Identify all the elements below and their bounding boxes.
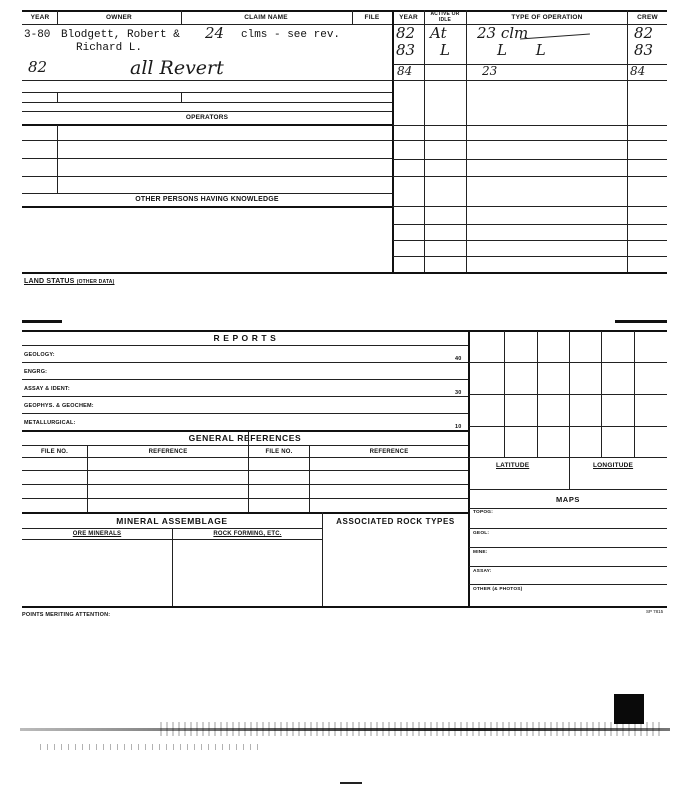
reports-top-border [22, 330, 667, 332]
report-assay-num: 30 [455, 390, 462, 396]
divider [87, 445, 88, 512]
row-line [22, 193, 392, 194]
divider [424, 10, 425, 272]
row-line [22, 445, 468, 446]
row-line [469, 584, 667, 585]
maps-topog: TOPOG: [473, 510, 494, 515]
maps-mine: MINE: [473, 550, 488, 555]
op-row3-crew: 84 [630, 64, 646, 78]
operators-top [22, 111, 392, 112]
row-line [393, 256, 667, 257]
row-line [22, 512, 468, 514]
row-line [469, 566, 667, 567]
ore-minerals-header: ORE MINERALS [72, 531, 122, 537]
handwritten-stroke [520, 34, 590, 40]
divider [627, 10, 628, 272]
rock-forming-header: ROCK FORMING, ETC. [213, 531, 282, 537]
col-header-owner: OWNER [106, 14, 132, 21]
col-header-claim-name: CLAIM NAME [244, 14, 288, 21]
grid-line [469, 457, 667, 458]
reports-heading: R E P O R T S [213, 333, 277, 343]
gr-header-reference-2: REFERENCE [369, 449, 409, 455]
smudge-mark [615, 320, 667, 323]
top-section-bottom [22, 272, 667, 274]
scan-black-block [614, 694, 644, 724]
report-geophys: GEOPHYS. & GEOCHEM: [24, 403, 94, 409]
mineral-assemblage-heading: MINERAL ASSEMBLAGE [116, 516, 228, 526]
row-line [22, 457, 468, 458]
row-line [22, 430, 468, 432]
row-line [22, 102, 392, 103]
owner-row2-name: Richard L. [76, 42, 143, 54]
divider [57, 125, 58, 193]
gr-header-file-no-1: FILE NO. [41, 449, 68, 455]
report-assay: ASSAY & IDENT: [24, 386, 70, 392]
row-line [469, 528, 667, 529]
row-line [469, 508, 667, 509]
row-line [393, 224, 667, 225]
center-divider [392, 10, 394, 272]
col-header-year: YEAR [30, 14, 50, 21]
form-number: SP 7815 [646, 609, 664, 614]
owner-row1-year: 3-80 [24, 29, 51, 41]
op-header-type: TYPE OF OPERATION [511, 14, 583, 21]
row-line [393, 80, 667, 81]
op-row2-crew: 83 [634, 41, 654, 59]
row-line [22, 140, 392, 141]
row-line [22, 498, 468, 499]
row-line [22, 345, 468, 346]
divider [181, 92, 182, 102]
grid-line [469, 394, 667, 395]
scan-mark [340, 782, 362, 784]
op-header-crew: CREW [637, 14, 658, 21]
op-header-year: YEAR [399, 14, 418, 21]
op-row1-type: 23 clm [477, 24, 529, 42]
claim-count-handwritten: 24 [205, 24, 225, 42]
divider [309, 445, 310, 512]
row-line [393, 206, 667, 207]
row-line [22, 470, 468, 471]
top-border [22, 10, 667, 12]
row-line [22, 396, 468, 397]
gr-header-reference-1: REFERENCE [148, 449, 188, 455]
op-header-active-idle: ACTIVE OR IDLE [430, 11, 460, 23]
maps-assay: ASSAY: [473, 569, 492, 574]
report-geology: GEOLOGY: [24, 352, 55, 358]
row-line [22, 362, 468, 363]
land-status-label: LAND STATUS (OTHER DATA) [24, 278, 115, 285]
smudge-mark [22, 320, 62, 323]
row-line [469, 547, 667, 548]
row-line [393, 240, 667, 241]
grid-line [469, 426, 667, 427]
report-geology-num: 40 [455, 356, 462, 362]
row-line [22, 80, 392, 81]
row-line [22, 92, 392, 93]
row-line [22, 176, 392, 177]
grid-line [469, 489, 667, 490]
owner-row3-year: 82 [28, 58, 48, 76]
associated-rock-types-heading: ASSOCIATED ROCK TYPES [336, 517, 455, 526]
op-row2-active: L [440, 41, 450, 59]
latitude-label: LATITUDE [496, 462, 530, 469]
maps-geol: GEOL: [473, 531, 490, 536]
row-line [22, 539, 322, 540]
other-persons-heading: OTHER PERSONS HAVING KNOWLEDGE [135, 196, 279, 203]
col-header-file: FILE [364, 14, 380, 21]
claim-status-handwritten: all Revert [130, 57, 224, 79]
report-metallurgical-num: 10 [455, 424, 462, 430]
operators-underline [22, 124, 392, 126]
points-meriting-attention-label: POINTS MERITING ATTENTION: [22, 612, 111, 618]
divider [466, 10, 467, 272]
divider [57, 92, 58, 102]
report-metallurgical: METALLURGICAL: [24, 420, 76, 426]
row-line [393, 125, 667, 126]
divider [248, 432, 249, 512]
grid-line [469, 362, 667, 363]
op-row2-type: L L [497, 41, 558, 59]
op-row1-year: 82 [396, 24, 416, 42]
maps-heading: MAPS [555, 495, 581, 504]
grid-line [569, 331, 570, 489]
op-row3-type: 23 [482, 64, 498, 78]
op-row1-active: At [430, 24, 447, 42]
row-line [22, 158, 392, 159]
row-line [393, 176, 667, 177]
claim-typed-note: clms - see rev. [241, 29, 341, 41]
row-line [22, 413, 468, 414]
op-row1-crew: 82 [634, 24, 654, 42]
bottom-border [22, 606, 667, 608]
operators-heading: OPERATORS [185, 114, 229, 121]
row-line [22, 484, 468, 485]
header-underline [22, 24, 667, 25]
general-references-heading: GENERAL REFERENCES [188, 433, 302, 443]
row-line [393, 140, 667, 141]
row-line [22, 379, 468, 380]
op-row3-year: 84 [397, 64, 413, 78]
other-persons-underline [22, 206, 392, 208]
gr-header-file-no-2: FILE NO. [265, 449, 293, 455]
scan-noise-texture [40, 744, 260, 750]
row-line [393, 159, 667, 160]
longitude-label: LONGITUDE [593, 462, 634, 469]
maps-other: OTHER (& PHOTOS) [473, 587, 523, 592]
owner-row1-name: Blodgett, Robert & [61, 29, 180, 41]
row-line [393, 64, 667, 65]
scan-noise-texture [160, 722, 660, 736]
report-engrg: ENGRG: [24, 369, 48, 375]
op-row2-year: 83 [396, 41, 416, 59]
